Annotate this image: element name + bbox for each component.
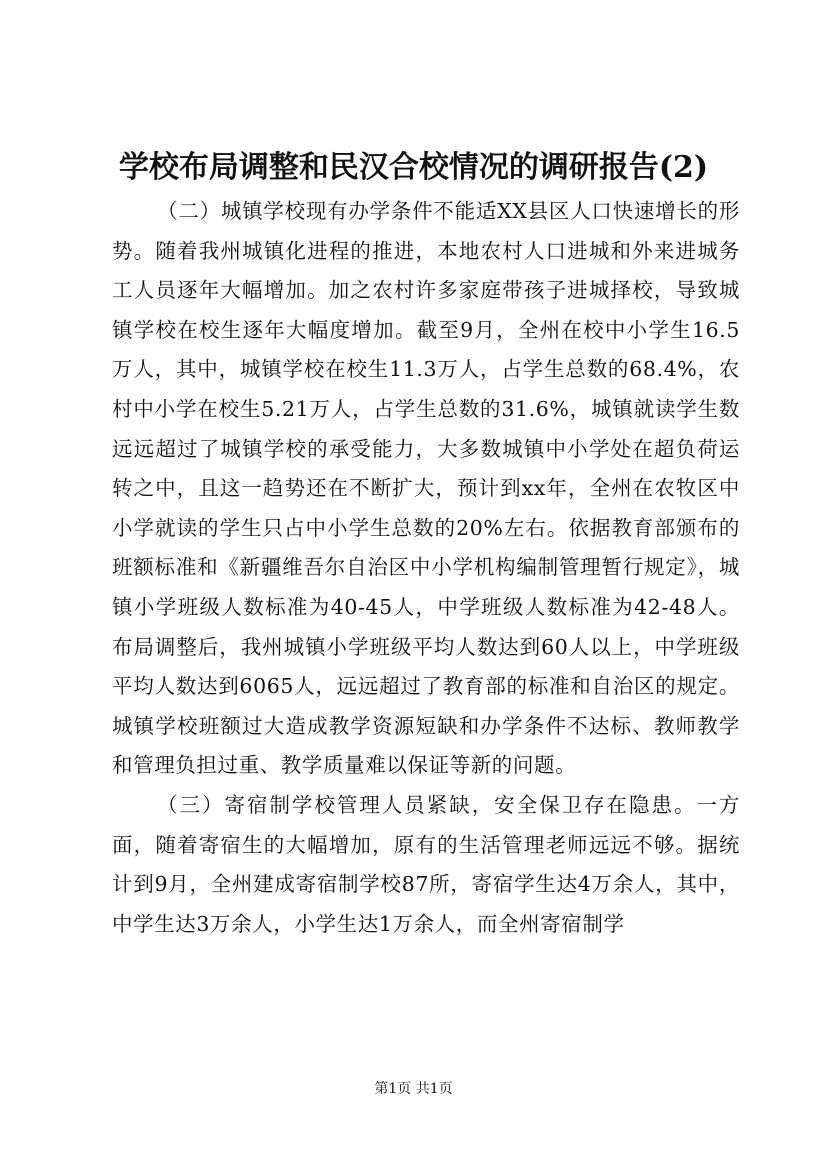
paragraph-3: （三）寄宿制学校管理人员紧缺，安全保卫存在隐患。一方面，随着寄宿生的大幅增加，原有的生活管理老师远远不够。据统计到9月，全州建成寄宿制学校87所，寄宿学生达4万余人，其中，中学生达3万余人，小学生达1万余人，而全州寄宿制学 bbox=[112, 792, 740, 936]
paragraph-2: （二）城镇学校现有办学条件不能适XX县区人口快速增长的形势。随着我州城镇化进程的推进，本地农村人口进城和外来进城务工人员逐年大幅增加。加之农村许多家庭带孩子进城择校，导致城镇学校在校生逐年大幅度增加。截至9月，全州在校中小学生16.5万人，其中，城镇学校在校生11.3万人，占学生总数的68.4%，农村中小学在校生5.21万人，占学生总数的31.6%，城镇就读学生数远远超过了城镇学校的承受能力，大多数城镇中小学处在超负荷运转之中，且这一趋势还在不断扩大，预计到xx年，全州在农牧区中小学就读的学生只占中小学生总数的20%左右。依据教育部颁布的班额标准和《新疆维吾尔自治区中小学机构编制管理暂行规定》，城镇小学班级人数标准为40-45人，中学班级人数标准为42-48人。布局调整后，我州城镇小学班级平均人数达到60人以上，中学班级平均人数达到6065人，远远超过了教育部的标准和自治区的规定。城镇学校班额过大造成教学资源短缺和办学条件不达标、教师教学和管理负担过重、教学质量难以保证等新的问题。 bbox=[112, 199, 740, 778]
document-body bbox=[112, 192, 740, 944]
document-title: 学校布局调整和民汉合校情况的调研报告(2) bbox=[118, 150, 709, 185]
page-footer: 第1页 共1页 bbox=[374, 1081, 453, 1097]
